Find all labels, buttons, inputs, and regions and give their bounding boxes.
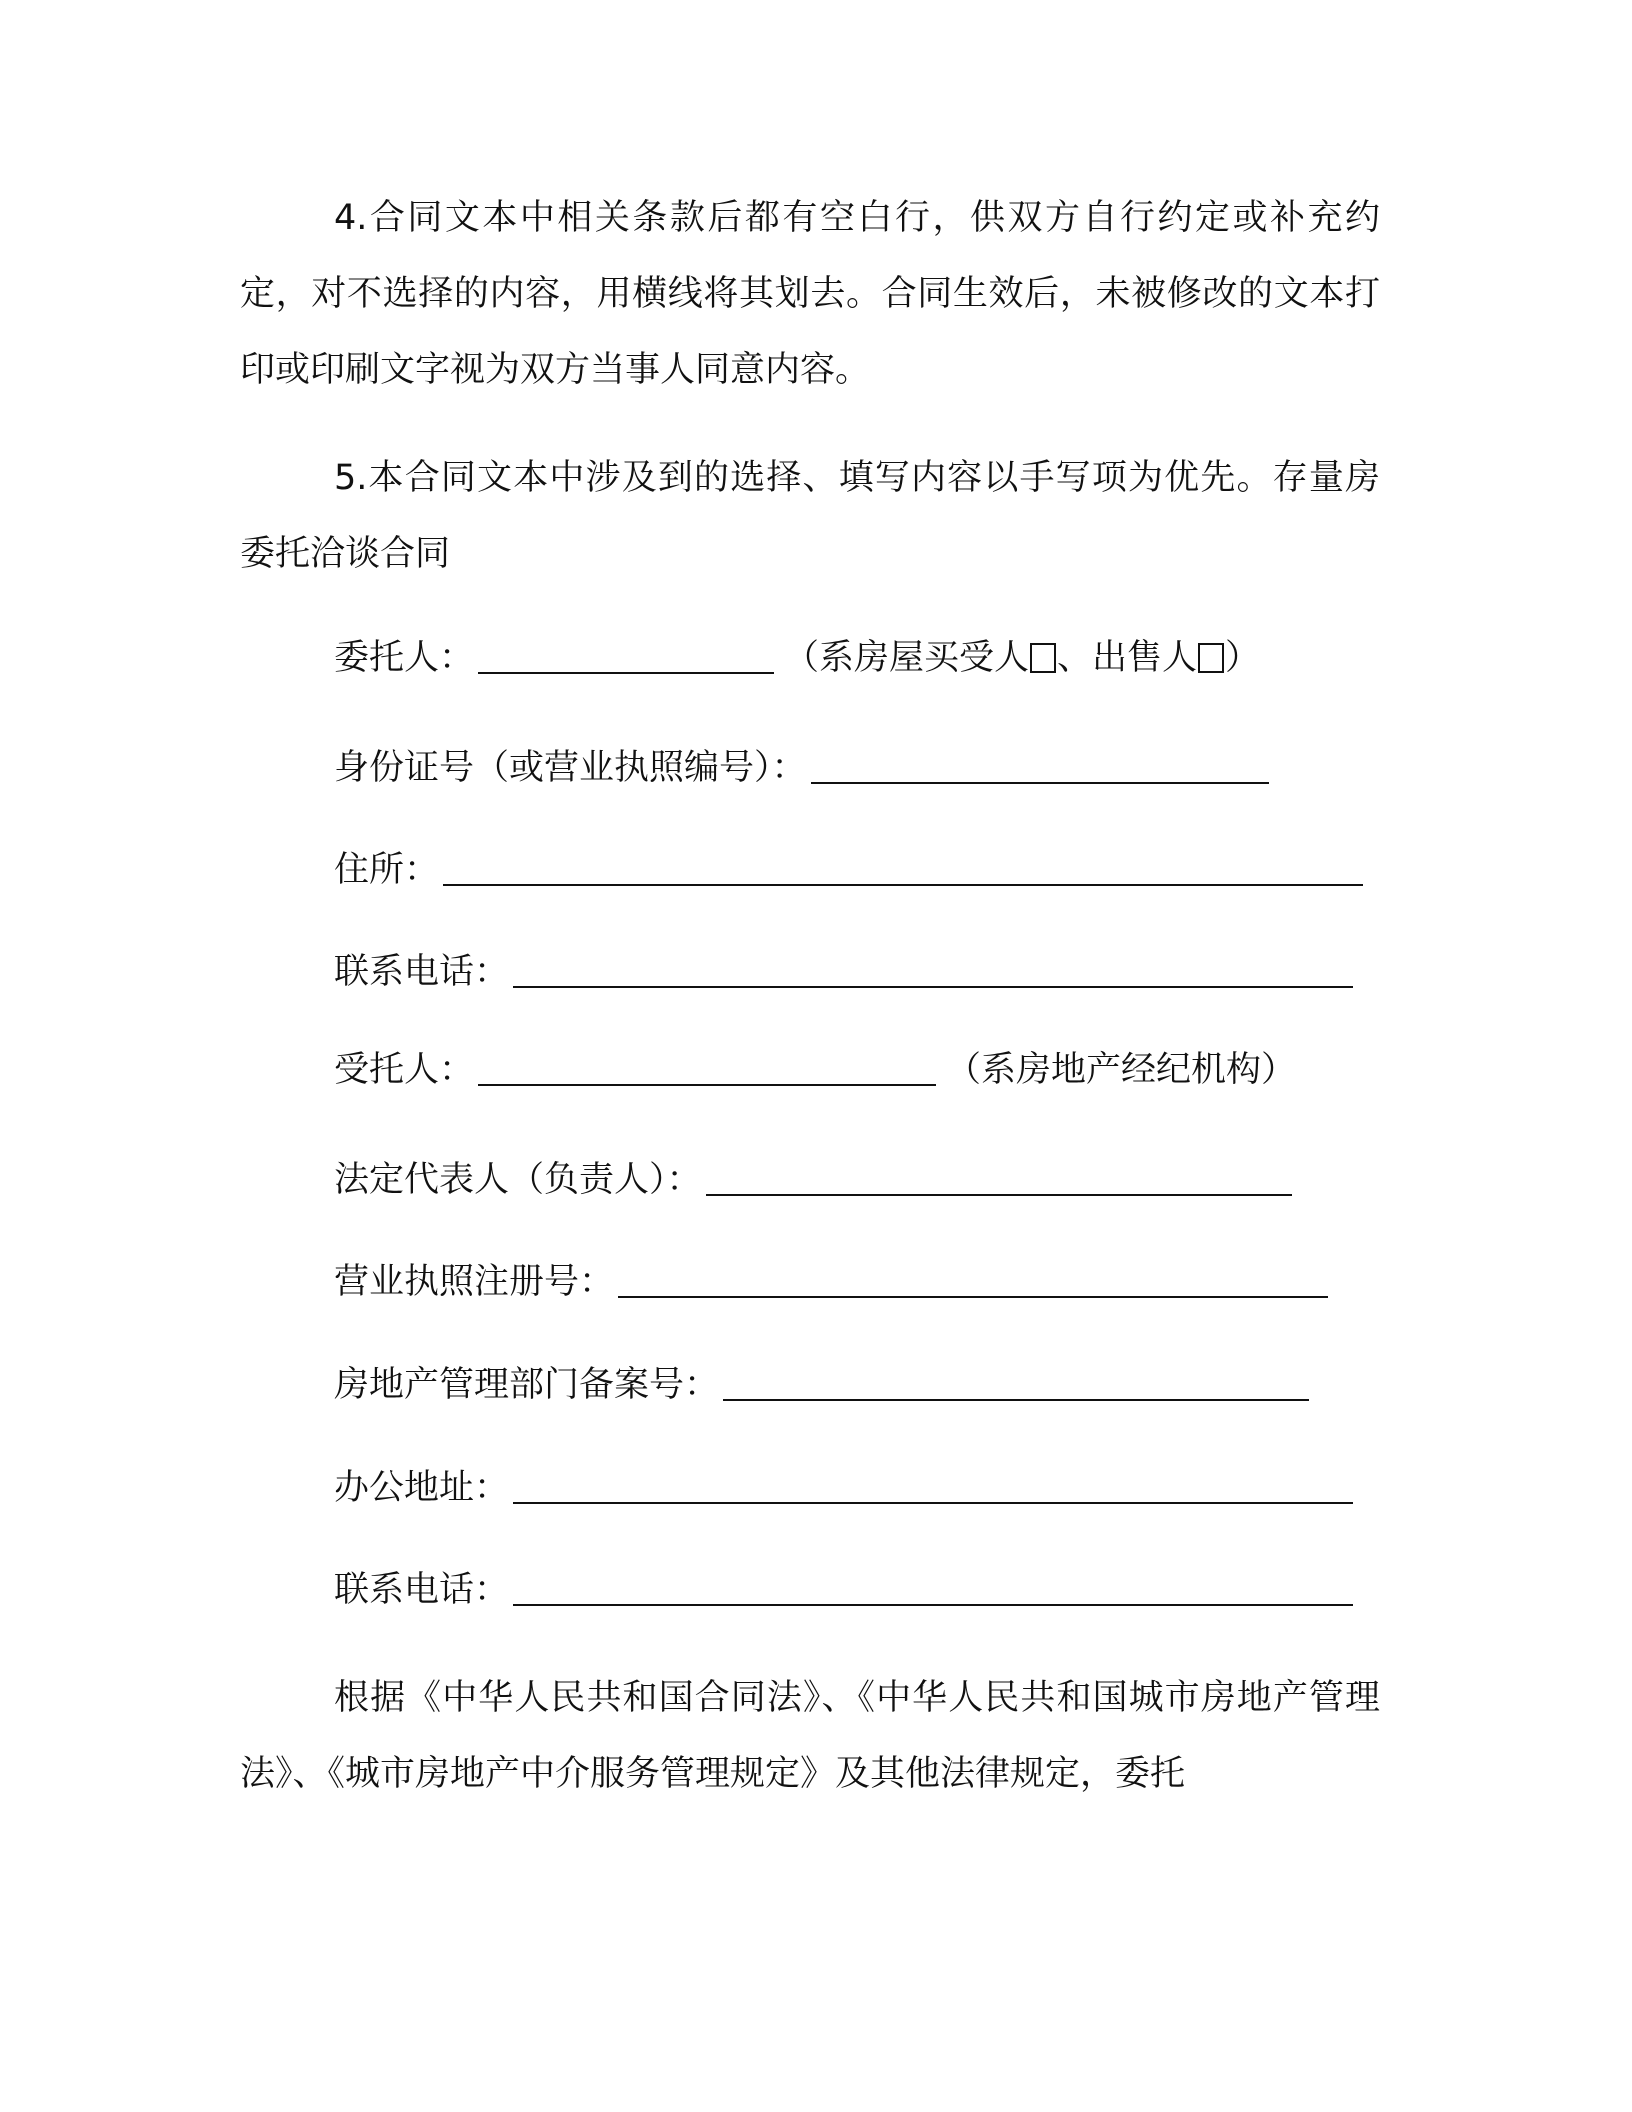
license-no-blank[interactable]: [618, 1252, 1328, 1298]
office-address-blank[interactable]: [513, 1458, 1353, 1504]
office-address-field: [334, 1458, 1353, 1518]
residence-blank[interactable]: [443, 840, 1363, 886]
buyer-checkbox[interactable]: [1030, 643, 1056, 673]
agent-phone-label: 联系电话：: [334, 1570, 510, 1610]
principal-role-close: ）: [1225, 638, 1261, 678]
agent-field: [334, 1040, 1296, 1100]
agent-phone-blank[interactable]: [513, 1560, 1353, 1606]
office-address-label: 办公地址：: [334, 1468, 510, 1508]
agent-label: 受托人：: [334, 1050, 475, 1090]
principal-label: 委托人：: [334, 638, 475, 678]
paragraph-legal-basis: 根据《中华人民共和国合同法》、《中华人民共和国城市房地产管理法》、《城市房地产中介服务管理规定》及其他法律规定，委托: [240, 1678, 1380, 1794]
principal-role: [784, 628, 1260, 688]
license-no-label: 营业执照注册号：: [334, 1262, 615, 1302]
license-no-field: [334, 1252, 1328, 1312]
filing-no-label: 房地产管理部门备案号：: [334, 1365, 720, 1405]
id-number-field: [334, 738, 1269, 798]
principal-blank[interactable]: [478, 628, 774, 674]
agent-phone-field: [334, 1560, 1353, 1620]
filing-no-blank[interactable]: [723, 1355, 1309, 1401]
residence-label: 住所：: [334, 850, 440, 890]
id-number-blank[interactable]: [811, 738, 1269, 784]
principal-field: [334, 628, 1260, 688]
principal-phone-label: 联系电话：: [334, 952, 510, 992]
legal-rep-blank[interactable]: [706, 1150, 1292, 1196]
legal-rep-field: [334, 1150, 1292, 1210]
agent-role: （系房地产经纪机构）: [946, 1050, 1297, 1090]
agent-blank[interactable]: [478, 1040, 936, 1086]
id-number-label: 身份证号（或营业执照编号）：: [334, 748, 807, 788]
principal-phone-field: [334, 942, 1353, 1002]
principal-role-sep: 、出售人: [1057, 638, 1198, 678]
legal-rep-label: 法定代表人（负责人）：: [334, 1160, 702, 1200]
paragraph-4: 4.合同文本中相关条款后都有空白行，供双方自行约定或补充约定，对不选择的内容，用横线将其划去。合同生效后，未被修改的文本打印或印刷文字视为双方当事人同意内容。: [240, 198, 1380, 390]
filing-no-field: [334, 1355, 1309, 1415]
seller-checkbox[interactable]: [1198, 643, 1224, 673]
paragraph-5: 5.本合同文本中涉及到的选择、填写内容以手写项为优先。存量房委托洽谈合同: [240, 458, 1380, 574]
principal-role-open: （系房屋买受人: [784, 638, 1030, 678]
principal-phone-blank[interactable]: [513, 942, 1353, 988]
residence-field: [334, 840, 1363, 900]
